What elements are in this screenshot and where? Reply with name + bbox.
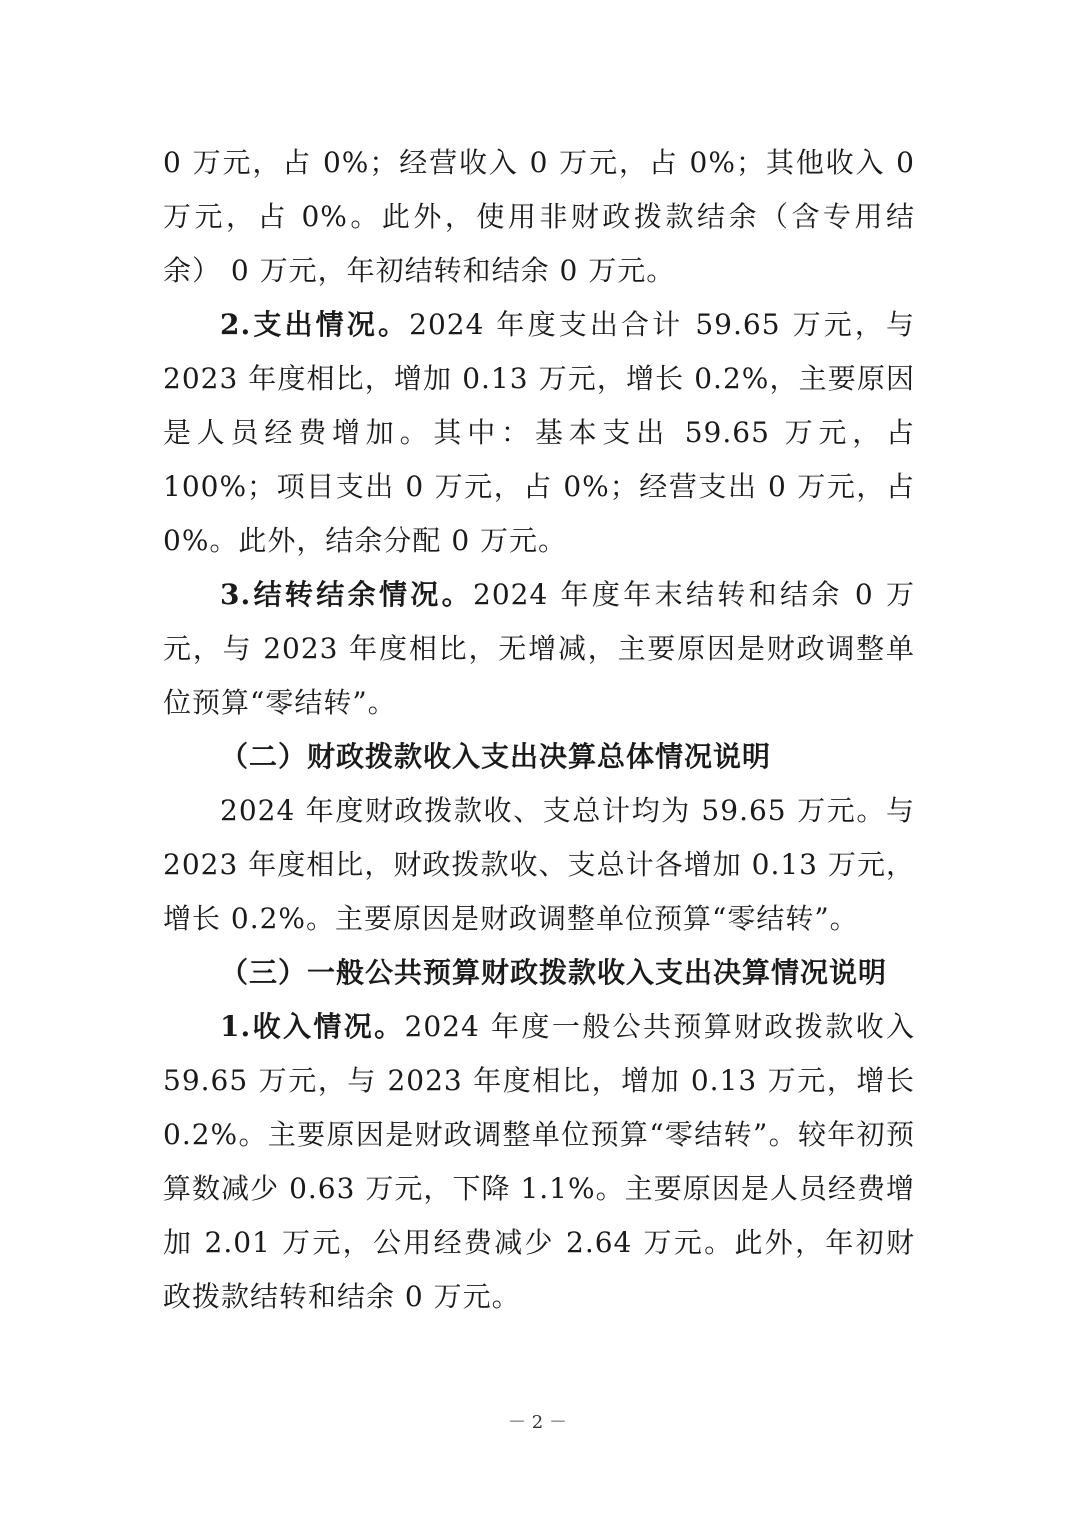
- paragraph-text: 2024 年度一般公共预算财政拨款收入 59.65 万元，与 2023 年度相比，增加 0.13 万元，增长 0.2%。主要原因是财政调整单位预算“零结转”。较年初预算数减少 0.63 万元，下降 1.1%。主要原因是人员经费增加 2.01 万元，公用经费减少 2.64 万元。此外，年初财政拨款结转和结余 0 万元。: [163, 1010, 915, 1313]
- paragraph-text: 0 万元，占 0%；经营收入 0 万元，占 0%；其他收入 0 万元，占 0%。此外，使用非财政拨款结余（含专用结余） 0 万元，年初结转和结余 0 万元。: [163, 146, 915, 287]
- paragraph-text: 2024 年度年末结转和结余 0 万元，与 2023 年度相比，无增减，主要原因是财政调整单位预算“零结转”。: [163, 578, 915, 719]
- paragraph-income-continuation: [163, 136, 915, 298]
- section-heading-3: （三）一般公共预算财政拨款收入支出决算情况说明: [220, 956, 888, 989]
- section-heading-2: （二）财政拨款收入支出决算总体情况说明: [220, 740, 772, 773]
- document-page: [163, 136, 915, 1324]
- paragraph-lead: 1.收入情况。: [220, 1010, 405, 1043]
- paragraph-carryover: [163, 568, 915, 730]
- paragraph-expenditure: [163, 298, 915, 568]
- paragraph-text: 2024 年度财政拨款收、支总计均为 59.65 万元。与 2023 年度相比，财政拨款收、支总计各增加 0.13 万元，增长 0.2%。主要原因是财政调整单位预算“零结转”。: [163, 794, 915, 935]
- paragraph-general-budget-income: [163, 1000, 915, 1324]
- paragraph-lead: 2.支出情况。: [220, 308, 410, 341]
- paragraph-fiscal-total: [163, 784, 915, 946]
- paragraph-lead: 3.结转结余情况。: [220, 578, 474, 611]
- paragraph-text: 2024 年度支出合计 59.65 万元，与 2023 年度相比，增加 0.13 万元，增长 0.2%，主要原因是人员经费增加。其中：基本支出 59.65 万元，占 100%；项目支出 0 万元，占 0%；经营支出 0 万元，占 0%。此外，结余分配 0 万元。: [163, 308, 916, 557]
- page-number: － 2 －: [508, 1412, 567, 1433]
